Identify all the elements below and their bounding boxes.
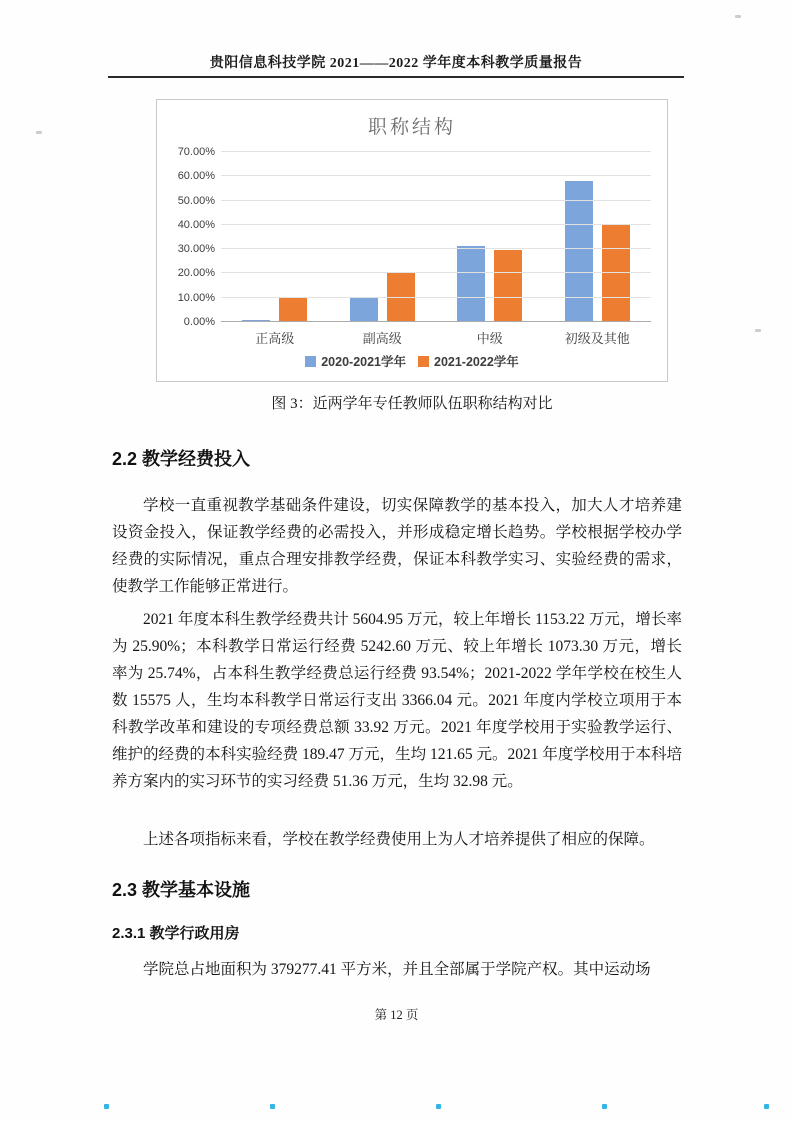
y-tick-label: 20.00% (177, 267, 215, 280)
x-tick-label: 中级 (476, 331, 503, 346)
gridline (221, 151, 651, 152)
y-tick-label: 10.00% (177, 291, 215, 304)
legend-label: 2020-2021学年 (321, 355, 406, 369)
bar (350, 298, 378, 322)
section-heading-2-2: 2.2 教学经费投入 (112, 449, 251, 469)
legend-swatch (305, 356, 316, 367)
x-tick-label: 初级及其他 (564, 331, 630, 346)
scan-artifact (735, 15, 741, 18)
x-axis-tick-labels (221, 328, 651, 347)
paragraph: 学院总占地面积为 379277.41 平方米，并且全部属于学院产权。其中运动场 (143, 961, 651, 978)
y-tick-label: 40.00% (177, 218, 215, 231)
y-tick-label: 50.00% (177, 194, 215, 207)
header-rule (108, 76, 684, 78)
y-tick-label: 0.00% (183, 316, 215, 328)
paragraph: 上述各项指标来看，学校在教学经费使用上为人才培养提供了相应的保障。 (143, 831, 655, 848)
x-tick-label: 副高级 (362, 331, 402, 346)
gridline (221, 224, 651, 225)
scan-artifact (755, 329, 761, 332)
y-tick-label: 70.00% (177, 146, 215, 158)
y-tick-label: 30.00% (177, 243, 215, 256)
legend-item (418, 352, 519, 370)
chart-plot (221, 152, 651, 322)
scan-artifact (104, 1104, 109, 1109)
scan-artifact (602, 1104, 607, 1109)
x-tick-label: 正高级 (255, 331, 295, 346)
paragraph: 学校一直重视教学基础条件建设，切实保障教学的基本投入，加大人才培养建设资金投入，保证教学经费的必需投入，并形成稳定增长趋势。学校根据学校办学经费的实际情况，重点合理安排教学经费，保证本科教学实习、实验经费的需求，使教学工作能够正常进行。 (112, 497, 682, 595)
legend-swatch (418, 356, 429, 367)
figure-caption: 图 3：近两学年专任教师队伍职称结构对比 (271, 396, 553, 412)
scan-artifact (436, 1104, 441, 1109)
bar (494, 250, 522, 322)
y-tick-label: 60.00% (177, 170, 215, 183)
scan-artifact (270, 1104, 275, 1109)
legend-label: 2021-2022学年 (434, 355, 519, 369)
gridline (221, 248, 651, 249)
gridline (221, 200, 651, 201)
paragraph: 2021 年度本科生教学经费共计 5604.95 万元，较上年增长 1153.22 万元，增长率为 25.90%；本科教学日常运行经费 5242.60 万元、较上年增长 1073.30 万元，增长率为 25.74%，占本科生教学经费总运行经费 93.54%；2021-2022 学年学校在校生人数 15575 人，生均本科教学日常运行支出 3366.04 元。2021 年度内学校立项用于本科教学改革和建设的专项经费总额 33.92 万元。2021 年度学校用于实验教学运行、维护的经费的本科实验经费 189.47 万元，生均 121.65 元。2021 年度学校用于本科培养方案内的实习环节的实习经费 51.36 万元，生均 32.98 元。 (112, 611, 682, 790)
bar-chart (156, 99, 668, 382)
gridline (221, 272, 651, 273)
scan-artifact (764, 1104, 769, 1109)
scan-artifact (36, 131, 42, 134)
section-heading-2-3-1: 2.3.1 教学行政用房 (112, 925, 240, 942)
page-number: 第 12 页 (374, 1008, 419, 1022)
chart-legend (157, 352, 667, 370)
section-heading-2-3: 2.3 教学基本设施 (112, 880, 251, 900)
gridline (221, 175, 651, 176)
bar (279, 298, 307, 322)
chart-title: 职称结构 (367, 117, 456, 138)
page-header-title: 贵阳信息科技学院 2021——2022 学年度本科教学质量报告 (209, 56, 583, 71)
x-axis-line (221, 321, 651, 322)
bar (457, 246, 485, 322)
legend-item (305, 352, 406, 370)
y-axis-tick-labels (163, 146, 215, 328)
gridline (221, 297, 651, 298)
bar (565, 181, 593, 322)
